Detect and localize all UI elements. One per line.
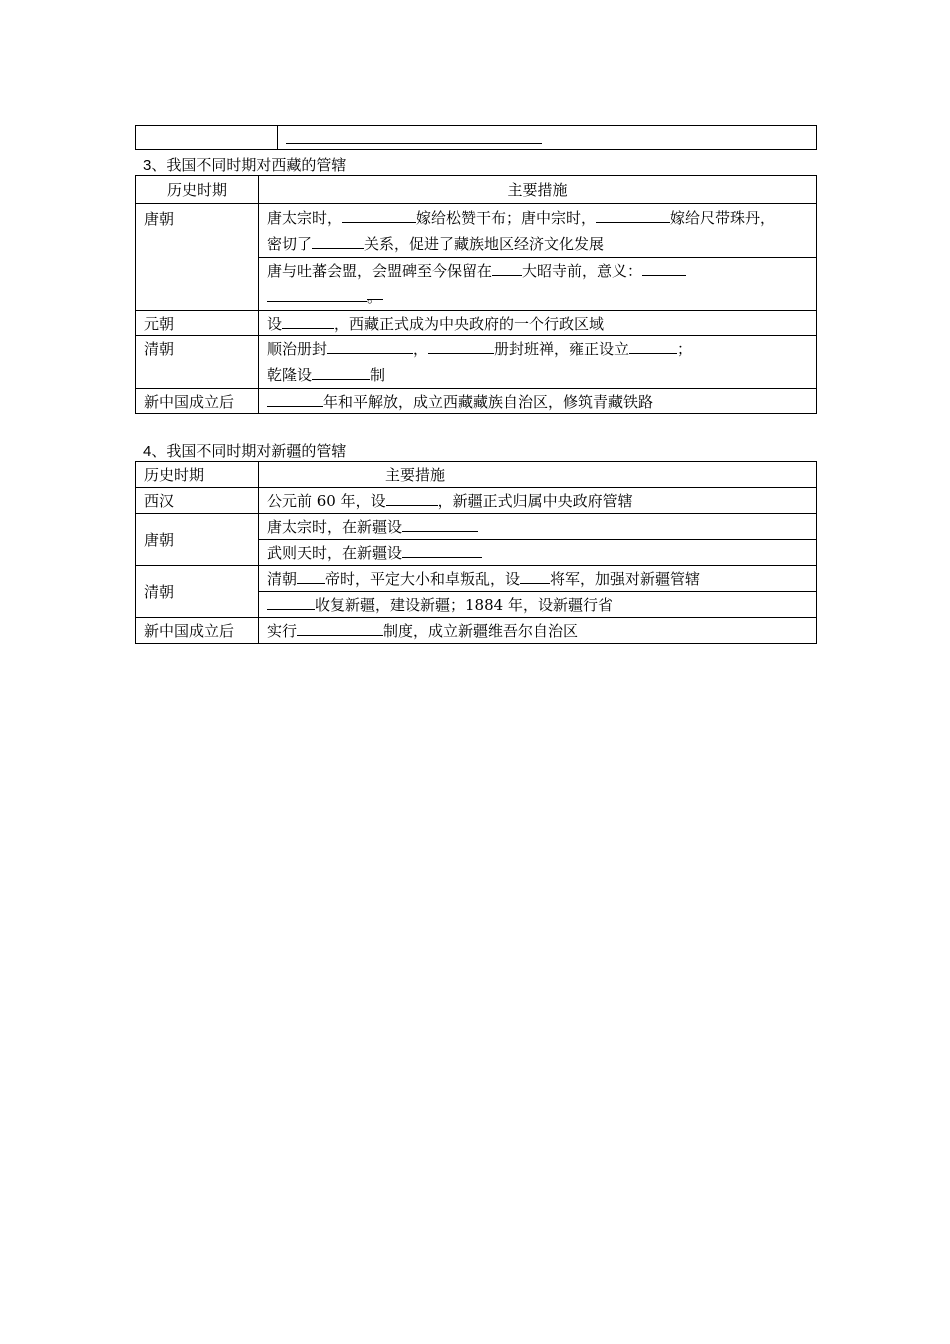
text: 公元前 60 年，设 <box>267 492 386 510</box>
table-row <box>136 514 817 540</box>
text: 密切了 <box>267 234 313 253</box>
period-prc: 新中国成立后 <box>136 389 259 414</box>
blank[interactable] <box>596 207 670 223</box>
text: 将军，加强对新疆管辖 <box>550 570 701 588</box>
header-period: 历史时期 <box>136 462 259 488</box>
tang-measure-2 <box>259 540 817 566</box>
text: 清朝 <box>267 570 298 588</box>
prc-measure <box>259 389 817 414</box>
blank-period: 。 <box>367 284 383 300</box>
top-table-fragment <box>135 125 817 150</box>
text: ，西藏正式成为中央政府的一个行政区域 <box>334 314 605 333</box>
period-tang: 唐朝 <box>136 514 259 566</box>
xihan-measure <box>259 488 817 514</box>
blank[interactable] <box>520 568 550 584</box>
blank[interactable] <box>642 260 686 276</box>
tang-measure-1 <box>259 514 817 540</box>
table-row <box>136 566 817 592</box>
section3-number: 3 <box>143 157 152 174</box>
blank[interactable] <box>282 313 334 329</box>
period-prc: 新中国成立后 <box>136 618 259 644</box>
table-row <box>136 311 817 336</box>
blank[interactable] <box>267 286 367 302</box>
table-header-row <box>136 176 817 204</box>
table-row <box>136 336 817 389</box>
header-measures: 主要措施 <box>259 176 817 204</box>
text: 唐与吐蕃会盟，会盟碑至今保留在 <box>267 262 493 280</box>
text: 嫁给尺带珠丹， <box>670 208 776 227</box>
text: 乾隆设 <box>267 366 313 384</box>
section4-title-text: 、我国不同时期对新疆的管辖 <box>151 442 347 460</box>
period-qing: 清朝 <box>136 566 259 618</box>
text: 收复新疆，建设新疆；1884 年，设新疆行省 <box>315 596 613 614</box>
text: 年和平解放，成立西藏藏族自治区，修筑青藏铁路 <box>323 392 654 411</box>
blank[interactable] <box>629 338 677 354</box>
blank[interactable] <box>386 490 438 506</box>
tang-measure-2 <box>259 258 817 311</box>
blank[interactable] <box>297 620 383 636</box>
table-row <box>136 389 817 414</box>
tibet-table <box>135 175 817 414</box>
blank[interactable] <box>312 233 364 249</box>
blank[interactable] <box>402 516 478 532</box>
blank[interactable] <box>402 542 482 558</box>
section4-number: 4 <box>143 443 152 460</box>
section3-title-text: 、我国不同时期对西藏的管辖 <box>151 156 347 174</box>
period-tang: 唐朝 <box>136 204 259 311</box>
tang-measure-1 <box>259 204 817 258</box>
yuan-measure <box>259 311 817 336</box>
section4-title <box>143 440 346 461</box>
text: 唐太宗时， <box>267 208 343 227</box>
text: ，新疆正式归属中央政府管辖 <box>437 492 633 510</box>
period-yuan: 元朝 <box>136 311 259 336</box>
blank[interactable] <box>428 338 494 354</box>
prc-measure <box>259 618 817 644</box>
empty-measure-cell <box>278 126 817 150</box>
text: 大昭寺前，意义： <box>522 262 643 280</box>
text: 唐太宗时，在新疆设 <box>267 518 403 536</box>
qing-measure <box>259 336 817 389</box>
xinjiang-table <box>135 461 817 644</box>
text: 关系，促进了藏族地区经济文化发展 <box>364 234 605 253</box>
text: 嫁给松赞干布；唐中宗时， <box>416 208 597 227</box>
period-xihan: 西汉 <box>136 488 259 514</box>
text: 实行 <box>267 622 298 640</box>
period-qing: 清朝 <box>136 336 259 389</box>
header-period: 历史时期 <box>136 176 259 204</box>
text: ， <box>413 340 429 358</box>
blank[interactable] <box>327 338 413 354</box>
table-header-row <box>136 462 817 488</box>
empty-period-cell <box>136 126 278 150</box>
blank[interactable] <box>342 207 416 223</box>
blank[interactable] <box>492 260 522 276</box>
text: ； <box>677 340 693 358</box>
table-row <box>136 618 817 644</box>
blank[interactable] <box>312 364 370 380</box>
section3-title <box>143 154 346 175</box>
text: 设 <box>267 314 283 333</box>
text: 制 <box>370 366 386 384</box>
blank[interactable] <box>267 391 323 407</box>
text: 帝时，平定大小和卓叛乱，设 <box>325 570 521 588</box>
blank[interactable] <box>267 594 315 610</box>
table-row <box>136 204 817 258</box>
qing-measure-1 <box>259 566 817 592</box>
text: 武则天时，在新疆设 <box>267 544 403 562</box>
table-row <box>136 488 817 514</box>
text: 制度，成立新疆维吾尔自治区 <box>383 622 579 640</box>
text: 册封班禅，雍正设立 <box>494 340 630 358</box>
qing-measure-2 <box>259 592 817 618</box>
header-measures: 主要措施 <box>259 462 817 488</box>
blank[interactable] <box>286 128 542 144</box>
text: 顺治册封 <box>267 340 328 358</box>
blank[interactable] <box>297 568 325 584</box>
